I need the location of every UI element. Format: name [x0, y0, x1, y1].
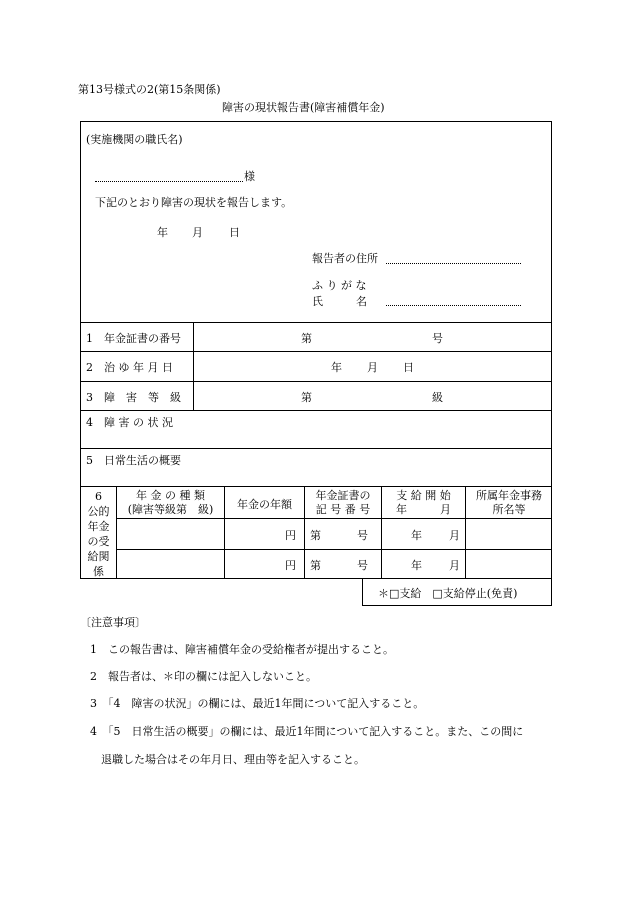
date-month: 月: [192, 226, 203, 239]
date-day: 日: [229, 226, 240, 239]
row2-month: 月: [449, 559, 460, 572]
section-disability-status: 4 障 害 の 状 況: [86, 416, 173, 429]
note-4-cont: 退職した場合はその年月日、理由等を記入すること。: [90, 753, 365, 766]
col-annual-amount: 年金の年額: [237, 498, 292, 511]
furigana-label: ふ り が な: [312, 279, 367, 292]
form-number: 第13号様式の2(第15条関係): [78, 83, 221, 96]
name-field[interactable]: [386, 305, 521, 306]
notes-title: 〔注意事項〕: [80, 616, 146, 629]
address-field[interactable]: [386, 263, 521, 264]
note-1: 1 この報告書は、障害補償年金の受給権者が提出すること。: [90, 643, 394, 656]
agency-name-field[interactable]: [95, 181, 243, 182]
note-4: 4 「5 日常生活の概要」の欄には、最近1年間について記入すること。また、この間に: [90, 725, 524, 738]
row2-dai: 第: [310, 559, 321, 572]
agency-label: (実施機関の職氏名): [86, 133, 183, 146]
row1-month: 月: [449, 529, 460, 542]
row-pension-cert-dai: 第: [301, 332, 312, 345]
col-pension-type: 年 金 の 種 類 (障害等級第 級): [127, 489, 214, 516]
page-title: 障害の現状報告書(障害補償年金): [222, 101, 385, 114]
row2-go: 号: [357, 559, 368, 572]
row2-yen: 円: [285, 559, 296, 572]
row-healing-year: 年: [331, 361, 342, 374]
row1-yen: 円: [285, 529, 296, 542]
note-3: 3 「4 障害の状況」の欄には、最近1年間について記入すること。: [90, 697, 425, 710]
date-year: 年: [157, 226, 168, 239]
row-healing-date-label: 2 治 ゆ 年 月 日: [86, 361, 173, 374]
row-pension-cert-go: 号: [432, 332, 443, 345]
row-disability-grade-dai: 第: [301, 391, 312, 404]
col-pension-office: 所属年金事務 所名等: [476, 489, 542, 516]
col-cert-number: 年金証書の 記 号 番 号: [315, 489, 371, 516]
row-healing-month: 月: [367, 361, 378, 374]
name-label: 氏 名: [312, 295, 367, 308]
col-payment-start: 支 給 開 始 年 月: [396, 489, 451, 516]
row1-go: 号: [357, 529, 368, 542]
sama-label: 様: [244, 170, 255, 183]
row1-dai: 第: [310, 529, 321, 542]
public-pension-side-label: 6 公的 年金 の受 給関 係: [87, 490, 110, 578]
row-healing-day: 日: [403, 361, 414, 374]
row1-year: 年: [411, 529, 422, 542]
intro-text: 下記のとおり障害の現状を報告します。: [95, 196, 293, 209]
note-2: 2 報告者は、＊印の欄には記入しないこと。: [90, 670, 317, 683]
section-daily-life: 5 日常生活の概要: [86, 454, 181, 467]
row-pension-cert-label: 1 年金証書の番号: [86, 332, 181, 345]
payment-status-text: ＊□支給 □支給停止(免責): [378, 587, 518, 600]
row-disability-grade-label: 3 障 害 等 級: [86, 391, 181, 404]
row-disability-grade-kyu: 級: [432, 391, 443, 404]
row2-year: 年: [411, 559, 422, 572]
address-label: 報告者の住所: [312, 252, 378, 265]
